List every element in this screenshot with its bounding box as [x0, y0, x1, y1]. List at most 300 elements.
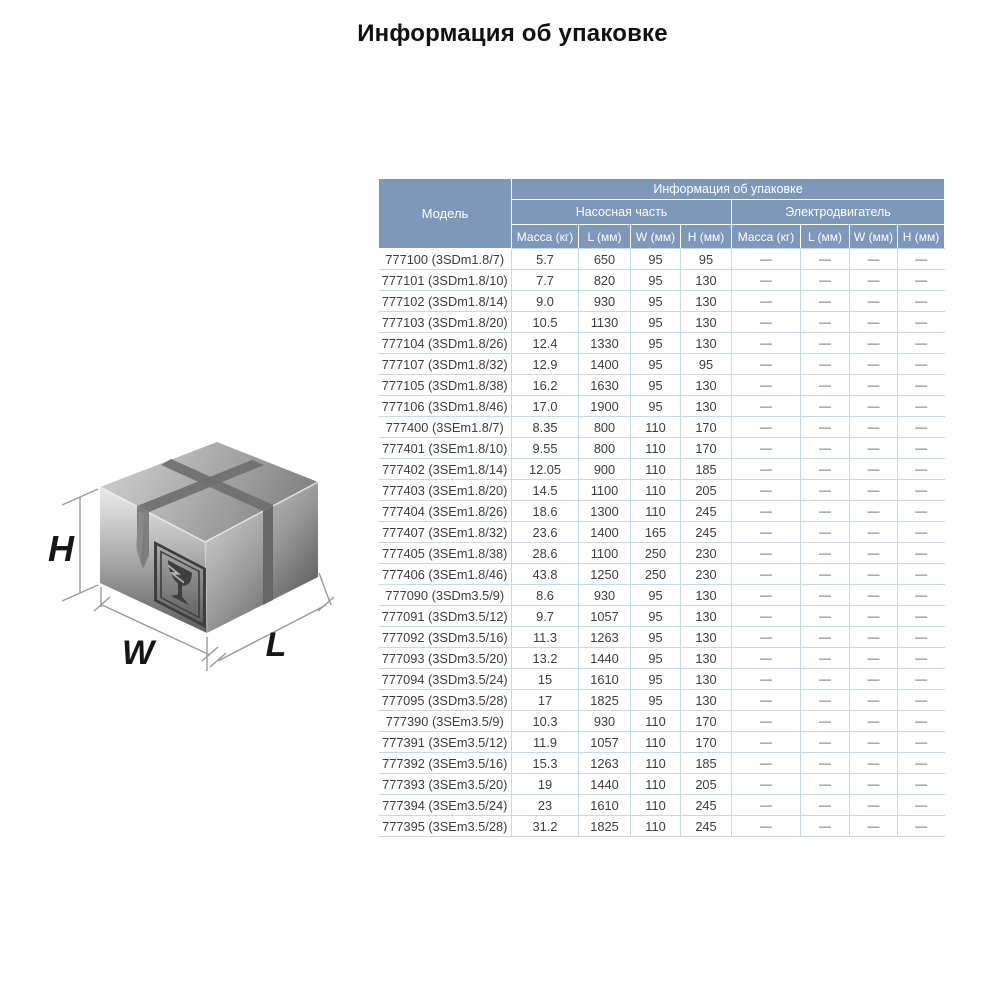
motor-value-cell: — — [850, 459, 898, 480]
table-row — [379, 354, 945, 375]
motor-value-cell: — — [850, 690, 898, 711]
motor-value-cell: — — [898, 732, 945, 753]
motor-value-cell: — — [801, 522, 850, 543]
motor-value-cell: — — [732, 816, 801, 837]
pump-value-cell: 130 — [681, 291, 732, 312]
motor-value-cell: — — [850, 522, 898, 543]
model-cell: 777407 (3SEm1.8/32) — [379, 522, 512, 543]
pump-value-cell: 230 — [681, 543, 732, 564]
model-cell: 777393 (3SEm3.5/20) — [379, 774, 512, 795]
pump-value-cell: 1400 — [579, 522, 631, 543]
pump-value-cell: 10.5 — [512, 312, 579, 333]
motor-value-cell: — — [801, 753, 850, 774]
pump-value-cell: 930 — [579, 291, 631, 312]
packaging-info-table — [378, 178, 945, 837]
motor-value-cell: — — [801, 732, 850, 753]
model-cell: 777107 (3SDm1.8/32) — [379, 354, 512, 375]
pump-value-cell: 130 — [681, 648, 732, 669]
pump-value-cell: 1900 — [579, 396, 631, 417]
pump-value-cell: 16.2 — [512, 375, 579, 396]
model-cell: 777092 (3SDm3.5/16) — [379, 627, 512, 648]
model-cell: 777093 (3SDm3.5/20) — [379, 648, 512, 669]
model-cell: 777090 (3SDm3.5/9) — [379, 585, 512, 606]
pump-value-cell: 1250 — [579, 564, 631, 585]
motor-value-cell: — — [898, 396, 945, 417]
motor-value-cell: — — [732, 312, 801, 333]
pump-value-cell: 170 — [681, 711, 732, 732]
pump-value-cell: 95 — [681, 249, 732, 270]
motor-value-cell: — — [801, 375, 850, 396]
model-cell: 777403 (3SEm1.8/20) — [379, 480, 512, 501]
motor-value-cell: — — [898, 459, 945, 480]
motor-value-cell: — — [898, 417, 945, 438]
pump-value-cell: 95 — [631, 312, 681, 333]
motor-value-cell: — — [801, 774, 850, 795]
header-motor-section: Электродвигатель — [732, 200, 945, 225]
motor-value-cell: — — [732, 585, 801, 606]
package-box-figure — [40, 415, 340, 695]
motor-value-cell: — — [801, 249, 850, 270]
table-row — [379, 732, 945, 753]
model-cell: 777406 (3SEm1.8/46) — [379, 564, 512, 585]
pump-value-cell: 245 — [681, 795, 732, 816]
pump-value-cell: 1610 — [579, 795, 631, 816]
motor-value-cell: — — [850, 396, 898, 417]
table-row — [379, 249, 945, 270]
page-title: Информация об упаковке — [357, 20, 668, 47]
pump-value-cell: 165 — [631, 522, 681, 543]
motor-value-cell: — — [732, 459, 801, 480]
motor-value-cell: — — [850, 795, 898, 816]
motor-value-cell: — — [898, 291, 945, 312]
motor-value-cell: — — [850, 648, 898, 669]
motor-value-cell: — — [801, 816, 850, 837]
pump-value-cell: 110 — [631, 438, 681, 459]
motor-value-cell: — — [898, 816, 945, 837]
pump-value-cell: 1440 — [579, 648, 631, 669]
motor-value-cell: — — [801, 501, 850, 522]
motor-value-cell: — — [732, 543, 801, 564]
motor-value-cell: — — [850, 585, 898, 606]
motor-value-cell: — — [850, 312, 898, 333]
model-cell: 777106 (3SDm1.8/46) — [379, 396, 512, 417]
motor-value-cell: — — [732, 501, 801, 522]
model-cell: 777094 (3SDm3.5/24) — [379, 669, 512, 690]
table-header — [379, 179, 945, 249]
model-cell: 777391 (3SEm3.5/12) — [379, 732, 512, 753]
motor-value-cell: — — [850, 417, 898, 438]
table-row — [379, 543, 945, 564]
pump-value-cell: 9.55 — [512, 438, 579, 459]
motor-value-cell: — — [732, 648, 801, 669]
motor-value-cell: — — [732, 417, 801, 438]
model-cell: 777390 (3SEm3.5/9) — [379, 711, 512, 732]
motor-value-cell: — — [850, 270, 898, 291]
motor-value-cell: — — [732, 564, 801, 585]
pump-value-cell: 95 — [631, 606, 681, 627]
table-row — [379, 522, 945, 543]
motor-value-cell: — — [850, 438, 898, 459]
header-group-title: Информация об упаковке — [512, 179, 945, 200]
pump-value-cell: 1130 — [579, 312, 631, 333]
motor-value-cell: — — [801, 270, 850, 291]
length-label: L — [265, 626, 287, 664]
header-pump-section: Насосная часть — [512, 200, 732, 225]
motor-value-cell: — — [732, 480, 801, 501]
motor-value-cell: — — [898, 795, 945, 816]
pump-value-cell: 1057 — [579, 732, 631, 753]
motor-value-cell: — — [801, 606, 850, 627]
model-cell: 777405 (3SEm1.8/38) — [379, 543, 512, 564]
pump-value-cell: 650 — [579, 249, 631, 270]
motor-value-cell: — — [850, 753, 898, 774]
motor-value-cell: — — [850, 480, 898, 501]
model-cell: 777400 (3SEm1.8/7) — [379, 417, 512, 438]
pump-value-cell: 110 — [631, 501, 681, 522]
pump-value-cell: 110 — [631, 732, 681, 753]
table-row — [379, 480, 945, 501]
motor-value-cell: — — [850, 606, 898, 627]
motor-value-cell: — — [732, 522, 801, 543]
pump-value-cell: 110 — [631, 480, 681, 501]
pump-value-cell: 95 — [631, 270, 681, 291]
pump-value-cell: 110 — [631, 774, 681, 795]
pump-value-cell: 130 — [681, 585, 732, 606]
model-cell: 777103 (3SDm1.8/20) — [379, 312, 512, 333]
table-body — [379, 249, 945, 837]
pump-value-cell: 5.7 — [512, 249, 579, 270]
motor-value-cell: — — [850, 564, 898, 585]
pump-value-cell: 130 — [681, 333, 732, 354]
table-row — [379, 417, 945, 438]
pump-value-cell: 13.2 — [512, 648, 579, 669]
pump-value-cell: 95 — [631, 627, 681, 648]
pump-value-cell: 23.6 — [512, 522, 579, 543]
pump-value-cell: 130 — [681, 270, 732, 291]
pump-value-cell: 185 — [681, 753, 732, 774]
header-pump-w: W (мм) — [631, 225, 681, 249]
motor-value-cell: — — [898, 501, 945, 522]
motor-value-cell: — — [898, 249, 945, 270]
motor-value-cell: — — [801, 312, 850, 333]
pump-value-cell: 95 — [631, 648, 681, 669]
pump-value-cell: 15.3 — [512, 753, 579, 774]
table-row — [379, 627, 945, 648]
pump-value-cell: 1825 — [579, 816, 631, 837]
pump-value-cell: 11.9 — [512, 732, 579, 753]
pump-value-cell: 110 — [631, 795, 681, 816]
table-row — [379, 690, 945, 711]
pump-value-cell: 900 — [579, 459, 631, 480]
motor-value-cell: — — [801, 417, 850, 438]
pump-value-cell: 95 — [631, 333, 681, 354]
motor-value-cell: — — [850, 774, 898, 795]
pump-value-cell: 110 — [631, 417, 681, 438]
pump-value-cell: 31.2 — [512, 816, 579, 837]
table-row — [379, 795, 945, 816]
pump-value-cell: 245 — [681, 816, 732, 837]
motor-value-cell: — — [801, 585, 850, 606]
pump-value-cell: 1263 — [579, 627, 631, 648]
pump-value-cell: 130 — [681, 396, 732, 417]
motor-value-cell: — — [732, 732, 801, 753]
motor-value-cell: — — [898, 564, 945, 585]
pump-value-cell: 95 — [631, 396, 681, 417]
pump-value-cell: 205 — [681, 774, 732, 795]
motor-value-cell: — — [801, 627, 850, 648]
motor-value-cell: — — [801, 711, 850, 732]
pump-value-cell: 11.3 — [512, 627, 579, 648]
table-row — [379, 333, 945, 354]
pump-value-cell: 17 — [512, 690, 579, 711]
motor-value-cell: — — [898, 669, 945, 690]
pump-value-cell: 95 — [631, 585, 681, 606]
width-label: W — [121, 634, 155, 672]
pump-value-cell: 1400 — [579, 354, 631, 375]
motor-value-cell: — — [898, 774, 945, 795]
table-row — [379, 669, 945, 690]
motor-value-cell: — — [732, 711, 801, 732]
motor-value-cell: — — [732, 354, 801, 375]
model-cell: 777100 (3SDm1.8/7) — [379, 249, 512, 270]
table-row — [379, 375, 945, 396]
motor-value-cell: — — [801, 690, 850, 711]
motor-value-cell: — — [898, 354, 945, 375]
motor-value-cell: — — [732, 291, 801, 312]
pump-value-cell: 800 — [579, 417, 631, 438]
pump-value-cell: 250 — [631, 543, 681, 564]
pump-value-cell: 12.05 — [512, 459, 579, 480]
model-cell: 777404 (3SEm1.8/26) — [379, 501, 512, 522]
motor-value-cell: — — [732, 333, 801, 354]
motor-value-cell: — — [732, 753, 801, 774]
motor-value-cell: — — [898, 648, 945, 669]
motor-value-cell: — — [732, 690, 801, 711]
motor-value-cell: — — [850, 669, 898, 690]
header-pump-mass: Масса (кг) — [512, 225, 579, 249]
pump-value-cell: 930 — [579, 585, 631, 606]
pump-value-cell: 95 — [631, 354, 681, 375]
pump-value-cell: 1100 — [579, 480, 631, 501]
motor-value-cell: — — [898, 690, 945, 711]
motor-value-cell: — — [898, 711, 945, 732]
motor-value-cell: — — [898, 438, 945, 459]
pump-value-cell: 18.6 — [512, 501, 579, 522]
model-cell: 777395 (3SEm3.5/28) — [379, 816, 512, 837]
motor-value-cell: — — [850, 501, 898, 522]
pump-value-cell: 9.7 — [512, 606, 579, 627]
pump-value-cell: 245 — [681, 501, 732, 522]
pump-value-cell: 28.6 — [512, 543, 579, 564]
pump-value-cell: 1057 — [579, 606, 631, 627]
motor-value-cell: — — [898, 606, 945, 627]
model-cell: 777392 (3SEm3.5/16) — [379, 753, 512, 774]
pump-value-cell: 23 — [512, 795, 579, 816]
pump-value-cell: 1300 — [579, 501, 631, 522]
pump-value-cell: 43.8 — [512, 564, 579, 585]
header-pump-l: L (мм) — [579, 225, 631, 249]
motor-value-cell: — — [850, 375, 898, 396]
table-row — [379, 396, 945, 417]
motor-value-cell: — — [898, 627, 945, 648]
table-row — [379, 774, 945, 795]
pump-value-cell: 185 — [681, 459, 732, 480]
motor-value-cell: — — [801, 648, 850, 669]
motor-value-cell: — — [732, 270, 801, 291]
motor-value-cell: — — [898, 480, 945, 501]
table-row — [379, 816, 945, 837]
model-cell: 777102 (3SDm1.8/14) — [379, 291, 512, 312]
pump-value-cell: 12.4 — [512, 333, 579, 354]
motor-value-cell: — — [732, 396, 801, 417]
motor-value-cell: — — [801, 291, 850, 312]
pump-value-cell: 1610 — [579, 669, 631, 690]
motor-value-cell: — — [850, 333, 898, 354]
motor-value-cell: — — [801, 438, 850, 459]
pump-value-cell: 130 — [681, 375, 732, 396]
motor-value-cell: — — [801, 564, 850, 585]
pump-value-cell: 130 — [681, 312, 732, 333]
pump-value-cell: 130 — [681, 606, 732, 627]
pump-value-cell: 170 — [681, 438, 732, 459]
motor-value-cell: — — [850, 627, 898, 648]
pump-value-cell: 800 — [579, 438, 631, 459]
motor-value-cell: — — [801, 354, 850, 375]
motor-value-cell: — — [732, 606, 801, 627]
motor-value-cell: — — [801, 396, 850, 417]
header-pump-h: H (мм) — [681, 225, 732, 249]
pump-value-cell: 1440 — [579, 774, 631, 795]
motor-value-cell: — — [898, 522, 945, 543]
motor-value-cell: — — [801, 480, 850, 501]
pump-value-cell: 110 — [631, 459, 681, 480]
model-cell: 777402 (3SEm1.8/14) — [379, 459, 512, 480]
pump-value-cell: 12.9 — [512, 354, 579, 375]
table-row — [379, 291, 945, 312]
table-row — [379, 438, 945, 459]
pump-value-cell: 95 — [631, 690, 681, 711]
pump-value-cell: 9.0 — [512, 291, 579, 312]
motor-value-cell: — — [732, 627, 801, 648]
motor-value-cell: — — [850, 816, 898, 837]
pump-value-cell: 95 — [631, 669, 681, 690]
header-model: Модель — [379, 179, 512, 249]
motor-value-cell: — — [898, 543, 945, 564]
header-motor-mass: Масса (кг) — [732, 225, 801, 249]
model-cell: 777095 (3SDm3.5/28) — [379, 690, 512, 711]
package-box-illustration — [40, 415, 340, 695]
pump-value-cell: 250 — [631, 564, 681, 585]
pump-value-cell: 110 — [631, 816, 681, 837]
pump-value-cell: 930 — [579, 711, 631, 732]
pump-value-cell: 95 — [631, 375, 681, 396]
pump-value-cell: 130 — [681, 627, 732, 648]
pump-value-cell: 1100 — [579, 543, 631, 564]
pump-value-cell: 1330 — [579, 333, 631, 354]
motor-value-cell: — — [898, 312, 945, 333]
motor-value-cell: — — [898, 270, 945, 291]
pump-value-cell: 110 — [631, 711, 681, 732]
motor-value-cell: — — [850, 354, 898, 375]
motor-value-cell: — — [850, 543, 898, 564]
motor-value-cell: — — [898, 753, 945, 774]
pump-value-cell: 110 — [631, 753, 681, 774]
motor-value-cell: — — [732, 249, 801, 270]
motor-value-cell: — — [732, 795, 801, 816]
motor-value-cell: — — [850, 711, 898, 732]
model-cell: 777394 (3SEm3.5/24) — [379, 795, 512, 816]
motor-value-cell: — — [850, 291, 898, 312]
motor-value-cell: — — [850, 732, 898, 753]
motor-value-cell: — — [898, 375, 945, 396]
motor-value-cell: — — [801, 543, 850, 564]
pump-value-cell: 1263 — [579, 753, 631, 774]
pump-value-cell: 8.6 — [512, 585, 579, 606]
table-row — [379, 312, 945, 333]
pump-value-cell: 205 — [681, 480, 732, 501]
pump-value-cell: 820 — [579, 270, 631, 291]
pump-value-cell: 95 — [631, 249, 681, 270]
motor-value-cell: — — [732, 774, 801, 795]
pump-value-cell: 8.35 — [512, 417, 579, 438]
pump-value-cell: 170 — [681, 732, 732, 753]
motor-value-cell: — — [732, 669, 801, 690]
table-row — [379, 564, 945, 585]
motor-value-cell: — — [898, 585, 945, 606]
table-row — [379, 648, 945, 669]
header-motor-w: W (мм) — [850, 225, 898, 249]
table-row — [379, 753, 945, 774]
model-cell: 777104 (3SDm1.8/26) — [379, 333, 512, 354]
motor-value-cell: — — [850, 249, 898, 270]
pump-value-cell: 95 — [681, 354, 732, 375]
table-row — [379, 270, 945, 291]
motor-value-cell: — — [898, 333, 945, 354]
model-cell: 777401 (3SEm1.8/10) — [379, 438, 512, 459]
motor-value-cell: — — [801, 333, 850, 354]
pump-value-cell: 245 — [681, 522, 732, 543]
pump-value-cell: 230 — [681, 564, 732, 585]
model-cell: 777105 (3SDm1.8/38) — [379, 375, 512, 396]
pump-value-cell: 19 — [512, 774, 579, 795]
pump-value-cell: 17.0 — [512, 396, 579, 417]
pump-value-cell: 10.3 — [512, 711, 579, 732]
height-label: H — [48, 528, 74, 569]
table-row — [379, 711, 945, 732]
pump-value-cell: 7.7 — [512, 270, 579, 291]
motor-value-cell: — — [801, 795, 850, 816]
pump-value-cell: 1630 — [579, 375, 631, 396]
table-row — [379, 606, 945, 627]
pump-value-cell: 1825 — [579, 690, 631, 711]
table-row — [379, 585, 945, 606]
pump-value-cell: 130 — [681, 690, 732, 711]
pump-value-cell: 170 — [681, 417, 732, 438]
model-cell: 777091 (3SDm3.5/12) — [379, 606, 512, 627]
motor-value-cell: — — [732, 438, 801, 459]
pump-value-cell: 15 — [512, 669, 579, 690]
motor-value-cell: — — [732, 375, 801, 396]
pump-value-cell: 130 — [681, 669, 732, 690]
header-motor-l: L (мм) — [801, 225, 850, 249]
motor-value-cell: — — [801, 669, 850, 690]
motor-value-cell: — — [801, 459, 850, 480]
pump-value-cell: 95 — [631, 291, 681, 312]
table-row — [379, 501, 945, 522]
model-cell: 777101 (3SDm1.8/10) — [379, 270, 512, 291]
pump-value-cell: 14.5 — [512, 480, 579, 501]
header-motor-h: H (мм) — [898, 225, 945, 249]
